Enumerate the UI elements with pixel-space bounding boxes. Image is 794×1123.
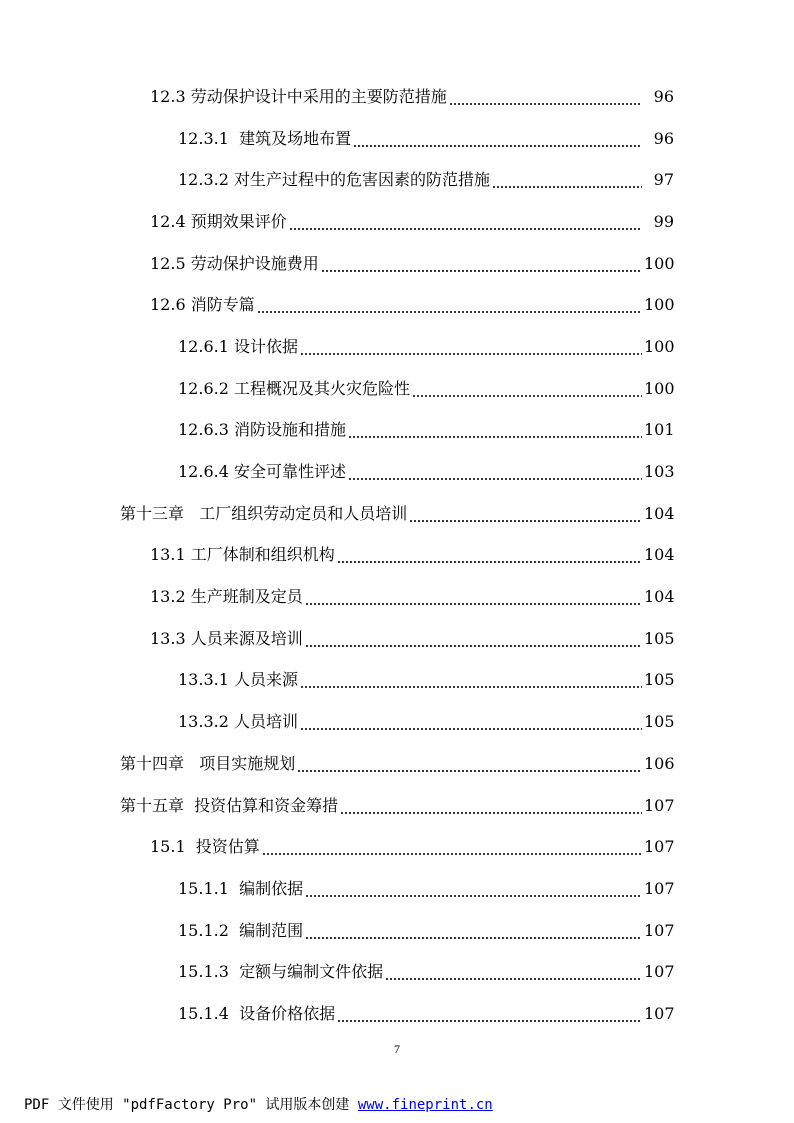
toc-entry-title: 第十三章 工厂组织劳动定员和人员培训	[120, 503, 408, 523]
toc-entry-page: 103	[644, 462, 675, 482]
toc-dot-leader	[305, 587, 642, 607]
toc-entry-page: 100	[644, 253, 675, 273]
toc-entry-page: 104	[644, 503, 675, 523]
toc-dot-leader	[492, 170, 642, 190]
toc-entry-title: 12.5 劳动保护设施费用	[150, 253, 319, 273]
toc-entry[interactable]	[0, 618, 794, 660]
toc-entry-title: 12.6.4 安全可靠性评述	[178, 462, 346, 482]
toc-entry-title: 12.6.2 工程概况及其火灾危险性	[178, 378, 410, 398]
toc-entry-title: 12.3 劳动保护设计中采用的主要防范措施	[150, 86, 447, 106]
toc-dot-leader	[412, 379, 642, 399]
toc-entry[interactable]	[0, 743, 794, 785]
toc-entry[interactable]	[0, 493, 794, 535]
toc-dot-leader	[409, 504, 642, 524]
toc-entry-page: 107	[644, 962, 675, 982]
toc-entry[interactable]	[0, 326, 794, 368]
toc-entry[interactable]	[0, 201, 794, 243]
toc-entry[interactable]	[0, 451, 794, 493]
toc-dot-leader	[297, 754, 642, 774]
toc-entry-title: 第十五章 投资估算和资金筹措	[120, 795, 339, 815]
toc-entry-title: 12.6 消防专篇	[150, 295, 255, 315]
toc-entry[interactable]	[0, 159, 794, 201]
toc-entry-page: 105	[644, 712, 675, 732]
toc-entry-title: 15.1.2 编制范围	[178, 920, 304, 940]
toc-entry-page: 107	[644, 920, 675, 940]
toc-entry-title: 13.3 人员来源及培训	[150, 628, 303, 648]
toc-entry-page: 104	[644, 545, 675, 565]
toc-entry-title: 12.6.3 消防设施和措施	[178, 420, 346, 440]
toc-entry-title: 15.1.3 定额与编制文件依据	[178, 962, 384, 982]
toc-dot-leader	[348, 420, 642, 440]
toc-dot-leader	[353, 129, 642, 149]
toc-entry[interactable]	[0, 826, 794, 868]
toc-dot-leader	[300, 712, 642, 732]
table-of-contents	[0, 76, 794, 1035]
toc-dot-leader	[321, 254, 642, 274]
toc-entry-page: 107	[644, 837, 675, 857]
toc-dot-leader	[289, 212, 642, 232]
toc-entry[interactable]	[0, 118, 794, 160]
toc-entry-page: 100	[644, 295, 675, 315]
page-number: 7	[394, 1042, 400, 1056]
toc-dot-leader	[305, 879, 642, 899]
toc-dot-leader	[262, 837, 642, 857]
toc-entry-page: 97	[653, 170, 674, 190]
toc-entry-page: 107	[644, 795, 675, 815]
toc-entry-title: 12.6.1 设计依据	[178, 336, 298, 356]
toc-dot-leader	[385, 962, 642, 982]
toc-entry-page: 100	[644, 336, 675, 356]
toc-entry-page: 107	[644, 1003, 675, 1023]
toc-entry-title: 12.3.1 建筑及场地布置	[178, 128, 352, 148]
toc-dot-leader	[300, 337, 642, 357]
toc-entry-title: 13.2 生产班制及定员	[150, 587, 303, 607]
toc-entry-title: 13.1 工厂体制和组织机构	[150, 545, 335, 565]
toc-entry[interactable]	[0, 993, 794, 1035]
toc-entry[interactable]	[0, 910, 794, 952]
toc-dot-leader	[348, 462, 642, 482]
toc-entry[interactable]	[0, 410, 794, 452]
toc-entry[interactable]	[0, 785, 794, 827]
toc-dot-leader	[337, 545, 642, 565]
toc-dot-leader	[340, 796, 642, 816]
toc-entry[interactable]	[0, 535, 794, 577]
toc-dot-leader	[257, 295, 642, 315]
toc-entry-page: 101	[644, 420, 675, 440]
toc-entry-title: 第十四章 项目实施规划	[120, 753, 296, 773]
toc-entry-page: 100	[644, 378, 675, 398]
toc-entry-page: 96	[653, 86, 674, 106]
toc-entry-page: 104	[644, 587, 675, 607]
footer-link[interactable]: www.fineprint.cn	[357, 1097, 493, 1113]
toc-entry-page: 105	[644, 628, 675, 648]
toc-entry-page: 96	[653, 128, 674, 148]
toc-dot-leader	[305, 629, 642, 649]
toc-entry-title: 12.4 预期效果评价	[150, 211, 287, 231]
toc-dot-leader	[300, 670, 642, 690]
toc-entry-page: 99	[653, 211, 674, 231]
toc-entry[interactable]	[0, 368, 794, 410]
toc-entry[interactable]	[0, 660, 794, 702]
footer-text: PDF 文件使用 "pdfFactory Pro" 试用版本创建	[24, 1097, 358, 1113]
footer-watermark	[24, 1094, 493, 1114]
toc-entry-title: 15.1.4 设备价格依据	[178, 1003, 336, 1023]
toc-entry-title: 12.3.2 对生产过程中的危害因素的防范措施	[178, 170, 490, 190]
toc-entry[interactable]	[0, 951, 794, 993]
toc-entry[interactable]	[0, 576, 794, 618]
toc-dot-leader	[449, 87, 642, 107]
toc-entry[interactable]	[0, 701, 794, 743]
toc-entry[interactable]	[0, 76, 794, 118]
toc-entry-page: 107	[644, 878, 675, 898]
toc-entry[interactable]	[0, 243, 794, 285]
toc-entry-title: 13.3.2 人员培训	[178, 712, 298, 732]
toc-dot-leader	[337, 1004, 642, 1024]
toc-dot-leader	[305, 921, 642, 941]
toc-entry-page: 106	[644, 753, 675, 773]
toc-entry-page: 105	[644, 670, 675, 690]
toc-entry[interactable]	[0, 284, 794, 326]
toc-entry[interactable]	[0, 868, 794, 910]
toc-entry-title: 15.1 投资估算	[150, 837, 260, 857]
toc-entry-title: 15.1.1 编制依据	[178, 878, 304, 898]
toc-entry-title: 13.3.1 人员来源	[178, 670, 298, 690]
